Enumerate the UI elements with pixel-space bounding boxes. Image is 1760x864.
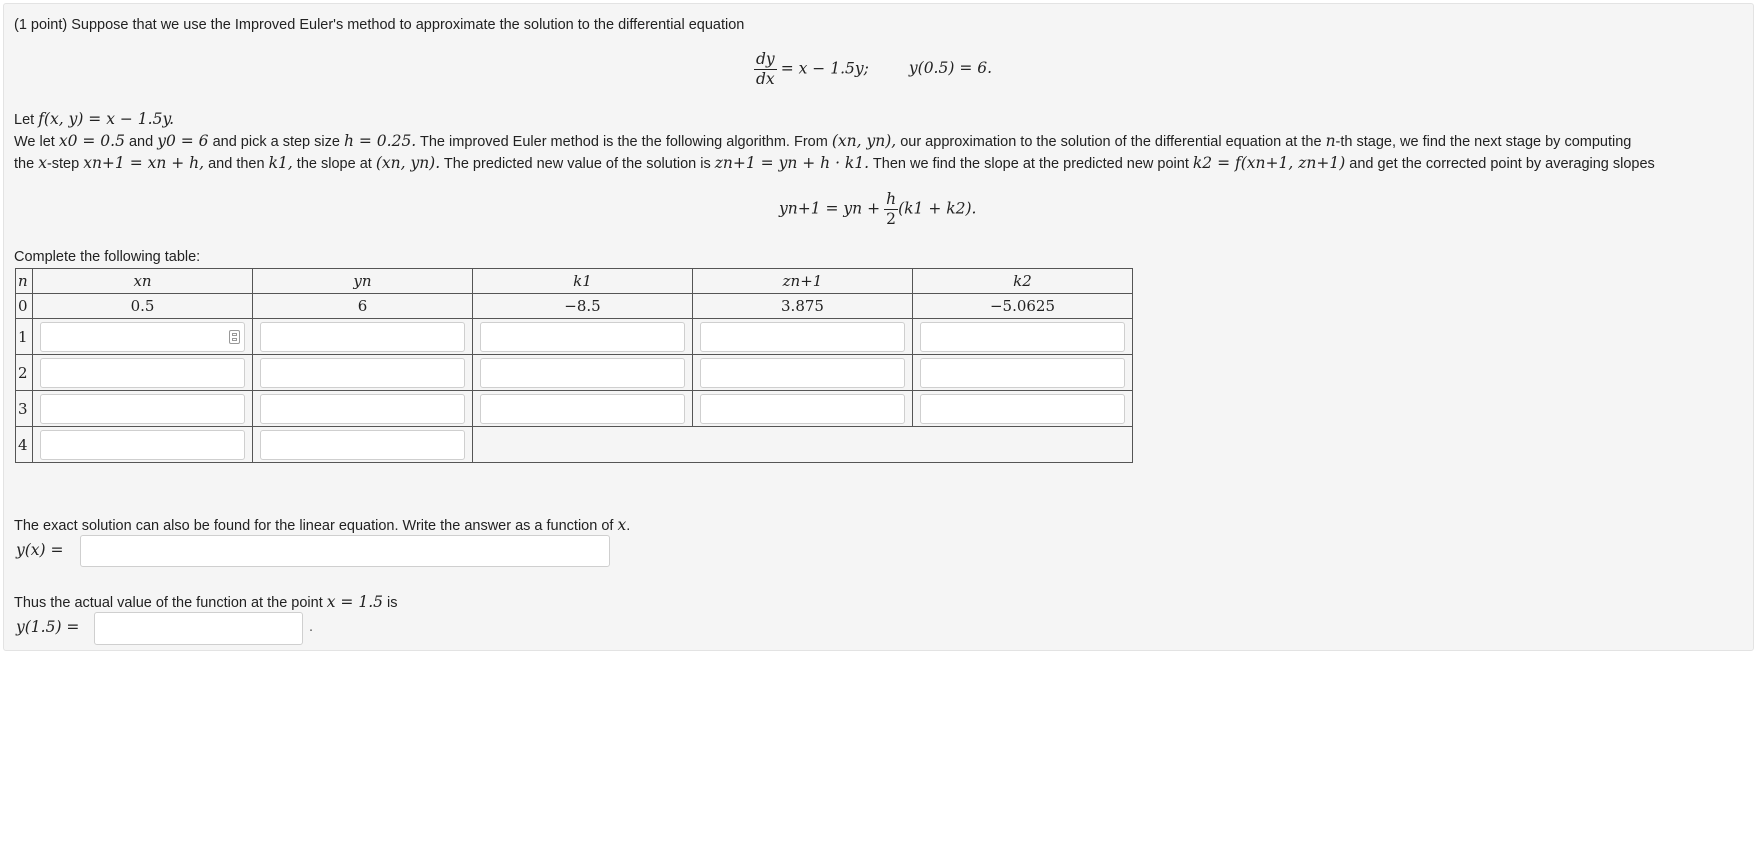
row2-zn1-input[interactable]: [700, 358, 905, 388]
table-header-row: [16, 269, 1133, 294]
x-symbol: x: [38, 154, 47, 172]
k2-definition: k2 = f(xn+1, zn+1): [1192, 154, 1346, 172]
row1-k1-input[interactable]: [480, 322, 685, 352]
actual-question-a: Thus the actual value of the function at the point: [14, 595, 327, 611]
exact-solution-question: The exact solution can also be found for the linear equation. Write the answer as a function of x.: [14, 516, 631, 534]
table-row: [16, 319, 1133, 355]
let-prefix: Let: [14, 112, 39, 128]
algorithm-paragraph-line1: [14, 132, 1631, 150]
x-symbol-2: x: [617, 516, 627, 534]
row2-xn-input[interactable]: [40, 358, 245, 388]
row1-xn-input[interactable]: [40, 322, 245, 352]
row4-yn-input[interactable]: [260, 430, 465, 460]
x-step: xn+1 = xn + h,: [83, 154, 205, 172]
row4-n: 4: [16, 427, 33, 463]
para2-c: and then: [204, 156, 269, 172]
header-n: n: [16, 269, 33, 294]
actual-question-b: is: [383, 595, 398, 611]
row0-k1: −8.5: [473, 294, 693, 319]
row1-zn1-input[interactable]: [700, 322, 905, 352]
row2-k1-input[interactable]: [480, 358, 685, 388]
row2-yn-input[interactable]: [260, 358, 465, 388]
exact-solution-input[interactable]: [80, 535, 610, 567]
row3-k2-input[interactable]: [920, 394, 1125, 424]
f-definition-line: [14, 110, 174, 128]
complete-table-label: Complete the following table:: [14, 249, 201, 265]
update-formula: [779, 190, 976, 229]
exact-solution-label: y(x) =: [16, 541, 64, 559]
h-over-2-fraction: $\frac{h}{2}$: [886, 190, 897, 228]
row3-xn-input[interactable]: [40, 394, 245, 424]
para1-a: We let: [14, 134, 59, 150]
row0-n: 0: [16, 294, 33, 319]
row1-yn-input[interactable]: [260, 322, 465, 352]
k1-symbol: k1,: [268, 154, 293, 172]
row0-k2: −5.0625: [913, 294, 1133, 319]
algorithm-paragraph-line2: [14, 154, 1655, 172]
table-row: [16, 355, 1133, 391]
actual-period: .: [309, 619, 314, 635]
para1-b: and: [124, 134, 158, 150]
point-n-2: (xn, yn).: [375, 154, 441, 172]
row3-k1-input[interactable]: [480, 394, 685, 424]
para2-e: The predicted new value of the solution is: [440, 156, 715, 172]
row0-yn: 6: [253, 294, 473, 319]
actual-value-question: [14, 593, 398, 611]
para2-d: the slope at: [292, 156, 376, 172]
y0-def: y0 = 6: [157, 132, 209, 150]
f-definition: f(x, y) = x − 1.5y.: [38, 110, 175, 128]
row2-n: 2: [16, 355, 33, 391]
para2-f: Then we find the slope at the predicted new point: [869, 156, 1193, 172]
z-definition: zn+1 = yn + h · k1.: [714, 154, 870, 172]
table-row: [16, 294, 1133, 319]
update-lhs: yn+1 = yn +: [779, 199, 881, 218]
row0-xn: 0.5: [33, 294, 253, 319]
header-k1: k1: [473, 269, 693, 294]
row3-zn1-input[interactable]: [700, 394, 905, 424]
para2-a: the: [14, 156, 39, 172]
euler-table: [15, 268, 1133, 463]
problem-intro: (1 point) Suppose that we use the Improved Euler's method to approximate the solution to the differential equation: [14, 17, 745, 33]
row2-k2-input[interactable]: [920, 358, 1125, 388]
equation-editor-icon[interactable]: [229, 330, 240, 344]
row3-n: 3: [16, 391, 33, 427]
point-n: (xn, yn),: [831, 132, 897, 150]
initial-condition: y(0.5) = 6.: [908, 59, 993, 78]
n-symbol: n: [1325, 132, 1336, 150]
table-row: [16, 391, 1133, 427]
actual-point: x = 1.5: [326, 593, 383, 611]
header-yn: yn: [253, 269, 473, 294]
exact-question-text: The exact solution can also be found for the linear equation. Write the answer as a function of: [14, 518, 618, 534]
ode-display: [754, 50, 992, 89]
h-def: h = 0.25.: [343, 132, 417, 150]
header-zn1: zn+1: [693, 269, 913, 294]
actual-value-input[interactable]: [94, 612, 303, 645]
para1-d: The improved Euler method is the the following algorithm. From: [416, 134, 832, 150]
header-k2: k2: [913, 269, 1133, 294]
table-row: [16, 427, 1133, 463]
para2-b: -step: [46, 156, 84, 172]
problem-panel: [3, 3, 1754, 651]
x0-def: x0 = 0.5: [58, 132, 125, 150]
actual-value-label: y(1.5) =: [16, 618, 80, 636]
row0-zn1: 3.875: [693, 294, 913, 319]
ode-rhs: = x − 1.5y;: [780, 59, 869, 78]
dydx-fraction: $\frac{dy}{dx}$: [756, 50, 775, 88]
para1-f: -th stage, we find the next stage by computing: [1335, 134, 1632, 150]
update-rhs: (k1 + k2).: [898, 199, 977, 218]
row1-k2-input[interactable]: [920, 322, 1125, 352]
header-xn: xn: [33, 269, 253, 294]
para1-e: our approximation to the solution of the differential equation at the: [896, 134, 1326, 150]
row4-empty-cell: [473, 427, 1133, 463]
para2-g: and get the corrected point by averaging slopes: [1345, 156, 1655, 172]
para1-c: and pick a step size: [208, 134, 344, 150]
row3-yn-input[interactable]: [260, 394, 465, 424]
row4-xn-input[interactable]: [40, 430, 245, 460]
row1-n: 1: [16, 319, 33, 355]
